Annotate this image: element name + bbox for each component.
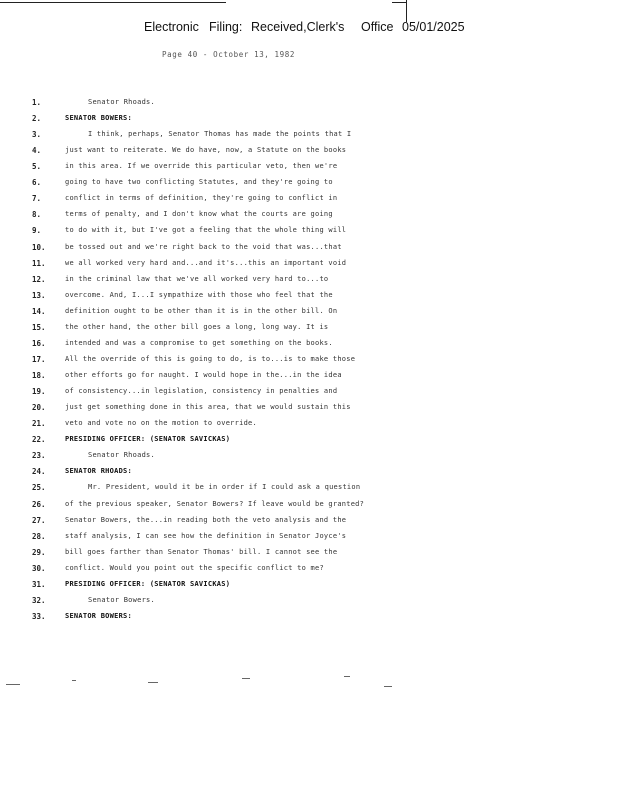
line-text: Senator Rhoads.	[88, 98, 155, 106]
line-number: 3.	[32, 130, 42, 140]
line-number: 18.	[32, 371, 46, 381]
transcript-line	[0, 596, 600, 610]
transcript-line	[0, 451, 600, 465]
line-text: bill goes farther than Senator Thomas' bill. I cannot see the	[65, 547, 338, 556]
line-text: of consistency...in legislation, consistency in penalties and	[65, 387, 338, 396]
transcript-line	[0, 580, 600, 594]
transcript-line	[0, 355, 600, 369]
transcript-line	[0, 114, 600, 128]
line-text: Senator Bowers, the...in reading both the veto analysis and the	[65, 515, 347, 524]
line-number: 29.	[32, 547, 46, 557]
line-number: 17.	[32, 354, 46, 364]
transcript-line	[0, 210, 600, 224]
transcript-line	[0, 403, 600, 417]
transcript-line	[0, 483, 600, 497]
line-number: 21.	[32, 419, 46, 429]
transcript-line	[0, 98, 600, 112]
transcript-line	[0, 323, 600, 337]
line-text: going to have two conflicting Statutes, and they're going to	[65, 178, 333, 187]
transcript-line	[0, 612, 600, 626]
line-number: 1.	[32, 98, 42, 107]
line-text: the other hand, the other bill goes a long, long way. It is	[65, 322, 329, 331]
line-text: terms of penalty, and I don't know what the courts are going	[65, 210, 333, 219]
line-number: 24.	[32, 467, 46, 477]
line-text: PRESIDING OFFICER: (SENATOR SAVICKAS)	[65, 435, 231, 444]
filing-label: Filing:	[209, 20, 243, 34]
transcript-line	[0, 532, 600, 546]
line-text: conflict. Would you point out the specific conflict to me?	[65, 563, 324, 572]
line-text: of the previous speaker, Senator Bowers? If leave would be granted?	[65, 499, 365, 508]
line-number: 31.	[32, 579, 46, 589]
line-number: 32.	[32, 595, 46, 605]
line-number: 4.	[32, 146, 42, 156]
line-number: 13.	[32, 290, 46, 300]
line-number: 8.	[32, 210, 42, 220]
line-text: veto and vote no on the motion to override.	[65, 419, 257, 428]
transcript-line	[0, 371, 600, 385]
line-text: in this area. If we override this particular veto, then we're	[65, 162, 338, 171]
line-number: 7.	[32, 194, 42, 204]
bottom-speck	[6, 684, 20, 685]
bottom-speck	[148, 682, 158, 683]
line-number: 14.	[32, 306, 46, 316]
line-number: 23.	[32, 451, 46, 461]
line-text: conflict in terms of definition, they're going to conflict in	[65, 194, 338, 203]
line-text: we all worked very hard and...and it's...this an important void	[65, 258, 347, 267]
scan-artifact-top	[0, 2, 226, 3]
line-text: Mr. President, would it be in order if I could ask a question	[88, 483, 361, 492]
transcript-line	[0, 307, 600, 321]
line-number: 11.	[32, 258, 46, 268]
line-number: 5.	[32, 162, 42, 172]
line-text: PRESIDING OFFICER: (SENATOR SAVICKAS)	[65, 579, 231, 588]
transcript-line	[0, 178, 600, 192]
line-number: 2.	[32, 114, 42, 124]
scan-artifact-bottom	[0, 676, 618, 696]
transcript-line	[0, 226, 600, 240]
transcript-line	[0, 564, 600, 578]
transcript-line	[0, 259, 600, 273]
line-text: Senator Rhoads.	[88, 451, 155, 460]
transcript-line	[0, 548, 600, 562]
filing-electronic: Electronic	[144, 20, 199, 34]
line-text: definition ought to be other than it is in the other bill. On	[65, 306, 338, 315]
transcript-line	[0, 500, 600, 514]
line-number: 30.	[32, 563, 46, 573]
bottom-speck	[72, 680, 76, 681]
transcript-line	[0, 162, 600, 176]
transcript-line	[0, 194, 600, 208]
line-number: 28.	[32, 531, 46, 541]
transcript-line	[0, 387, 600, 401]
transcript-line	[0, 291, 600, 305]
line-text: SENATOR BOWERS:	[65, 114, 132, 123]
transcript-line	[0, 339, 600, 353]
transcript-line	[0, 419, 600, 433]
transcript-line	[0, 275, 600, 289]
transcript-line	[0, 130, 600, 144]
line-number: 10.	[32, 242, 46, 252]
line-number: 26.	[32, 499, 46, 509]
line-text: be tossed out and we're right back to the void that was...that	[65, 242, 342, 251]
line-text: All the override of this is going to do, is to...is to make those	[65, 354, 356, 363]
line-number: 9.	[32, 226, 42, 236]
scan-artifact-top-right	[392, 2, 406, 3]
line-text: staff analysis, I can see how the definition in Senator Joyce's	[65, 531, 347, 540]
bottom-speck	[242, 678, 250, 679]
filing-office: Office	[361, 20, 394, 34]
line-text: just want to reiterate. We do have, now, a Statute on the books	[65, 146, 347, 155]
line-number: 6.	[32, 178, 42, 188]
line-text: to do with it, but I've got a feeling that the whole thing will	[65, 226, 347, 235]
line-text: in the criminal law that we've all worked very hard to...to	[65, 274, 329, 283]
line-text: intended and was a compromise to get something on the books.	[65, 338, 333, 347]
filing-date: 05/01/2025	[402, 20, 465, 34]
line-text: Senator Bowers.	[88, 595, 155, 604]
line-number: 19.	[32, 387, 46, 397]
line-number: 16.	[32, 338, 46, 348]
line-number: 25.	[32, 483, 46, 493]
filing-stamp	[0, 20, 618, 38]
line-number: 15.	[32, 322, 46, 332]
line-text: overcome. And, I...I sympathize with those who feel that the	[65, 290, 333, 299]
line-number: 12.	[32, 274, 46, 284]
bottom-speck	[344, 676, 350, 677]
line-text: other efforts go for naught. I would hope in the...in the idea	[65, 371, 342, 380]
line-text: just get something done in this area, that we would sustain this	[65, 403, 351, 412]
transcript-line	[0, 243, 600, 257]
line-text: SENATOR RHOADS:	[65, 467, 132, 476]
transcript-line	[0, 435, 600, 449]
scan-artifact-tick	[406, 0, 407, 22]
line-number: 27.	[32, 515, 46, 525]
bottom-speck	[384, 686, 392, 687]
line-number: 20.	[32, 403, 46, 413]
line-number: 22.	[32, 435, 46, 445]
filing-received: Received,Clerk's	[251, 20, 345, 34]
line-number: 33.	[32, 611, 46, 621]
line-text: SENATOR BOWERS:	[65, 611, 132, 620]
transcript-line	[0, 516, 600, 530]
transcript-line	[0, 467, 600, 481]
line-text: I think, perhaps, Senator Thomas has made the points that I	[88, 130, 352, 139]
page-reference: Page 40 - October 13, 1982	[162, 50, 295, 59]
transcript-line	[0, 146, 600, 160]
